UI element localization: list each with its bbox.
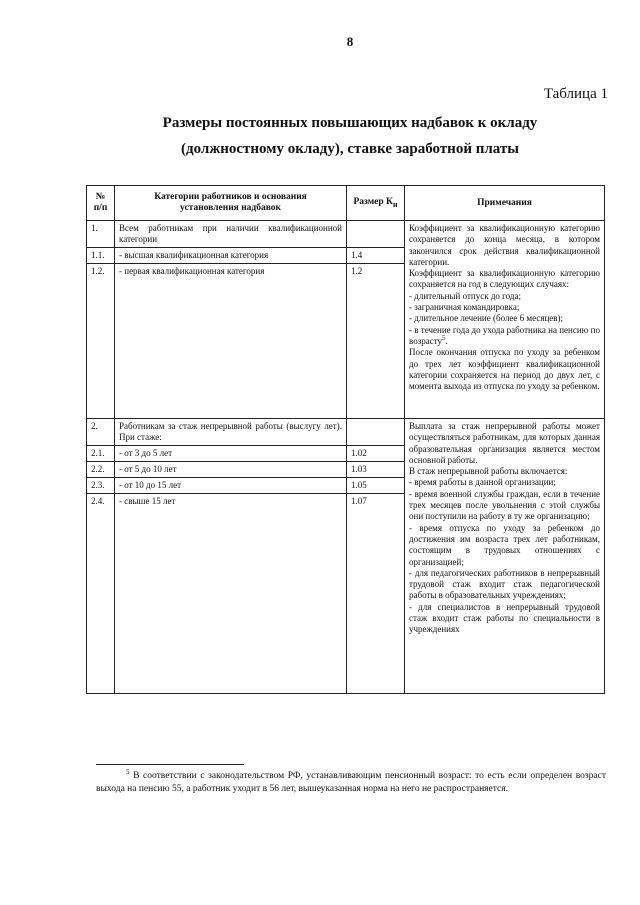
title-line-2: (должностному окладу), ставке заработной платы — [181, 141, 519, 157]
header-notes: Примечания — [405, 186, 605, 221]
row-category: - от 3 до 5 лет — [115, 446, 347, 462]
row-category: Всем работникам при наличии квалификационной категории — [115, 221, 347, 248]
row-num: 2. — [87, 419, 115, 446]
row-num: 1. — [87, 221, 115, 248]
row-size: 1.02 — [347, 446, 405, 462]
table-row — [87, 221, 605, 248]
notes-cell-seniority: Выплата за стаж непрерывной работы может осуществляться работникам, для которых данная образовательная организация является местом основной работы. В стаж непрерывной работы включается: - время работы в данной организации; - время военной службы граждан, если в течение трех месяцев после увольнения с этой службы они поступили на работу в ту же организацию; - время отпуска по уходу за ребенком до достижения им возраста трех лет работникам, состоящим в трудовых отношениях с организацией; - для педагогических работников в непрерывный трудовой стаж входит стаж педагогической работы в образовательных учреждениях; - для специалистов в непрерывный трудовой стаж входит стаж работы по специальности в учреждениях — [405, 419, 605, 694]
row-num: 2.2. — [87, 462, 115, 478]
row-num: 1.2. — [87, 264, 115, 419]
row-size: 1.4 — [347, 248, 405, 264]
row-size: 1.07 — [347, 494, 405, 694]
title-line-1: Размеры постоянных повышающих надбавок к окладу — [162, 115, 538, 131]
footnote: $^5$ В соответствии с законодательством РФ, устанавливающим пенсионный возраст: то есть если определен возраст выхода на пенсию 55, а работник уходит в 56 лет, вышеуказанная норма на него не распространяется. — [96, 767, 606, 794]
allowance-table — [86, 185, 605, 694]
table-label: Таблица 1 — [543, 86, 608, 102]
table-row — [87, 419, 605, 446]
page-number: 8 — [346, 34, 354, 49]
table-header-row — [87, 186, 605, 221]
row-category: Работникам за стаж непрерывной работы (выслугу лет). При стаже: — [115, 419, 347, 446]
row-size — [347, 419, 405, 446]
row-category: - от 10 до 15 лет — [115, 478, 347, 494]
page-title — [0, 110, 640, 162]
header-category: Категории работников и основания установления надбавок — [115, 186, 347, 221]
row-category: - первая квалификационная категория — [115, 264, 347, 419]
row-num: 1.1. — [87, 248, 115, 264]
row-size — [347, 221, 405, 248]
row-category: - свыше 15 лет — [115, 494, 347, 694]
row-size: 1.2 — [347, 264, 405, 419]
row-num: 2.1. — [87, 446, 115, 462]
row-category: - от 5 до 10 лет — [115, 462, 347, 478]
footnote-divider — [96, 764, 244, 765]
row-size: 1.03 — [347, 462, 405, 478]
row-size: 1.05 — [347, 478, 405, 494]
row-num: 2.3. — [87, 478, 115, 494]
notes-cell-qualification: Коэффициент за квалификационную категорию сохраняется до конца месяца, в котором закончился срок действия квалификационной категории. Коэффициент за квалификационную категорию сохраняется на год в следующих случаях: - длительный отпуск до года; - заграничная командировка; - длительное лечение (более 6 месяцев); - в течение года до ухода работника на пенсию по возрасту$^5$. После окончания отпуска по уходу за ребенком до трех лет коэффициент квалификационной категории сохраняется на период до двух лет, с момента выхода из отпуска по уходу за ребенком. — [405, 221, 605, 419]
row-category: - высшая квалификационная категория — [115, 248, 347, 264]
row-num: 2.4. — [87, 494, 115, 694]
header-size: Размер $К_н$ — [347, 186, 405, 221]
header-num: № п/п — [87, 186, 115, 221]
